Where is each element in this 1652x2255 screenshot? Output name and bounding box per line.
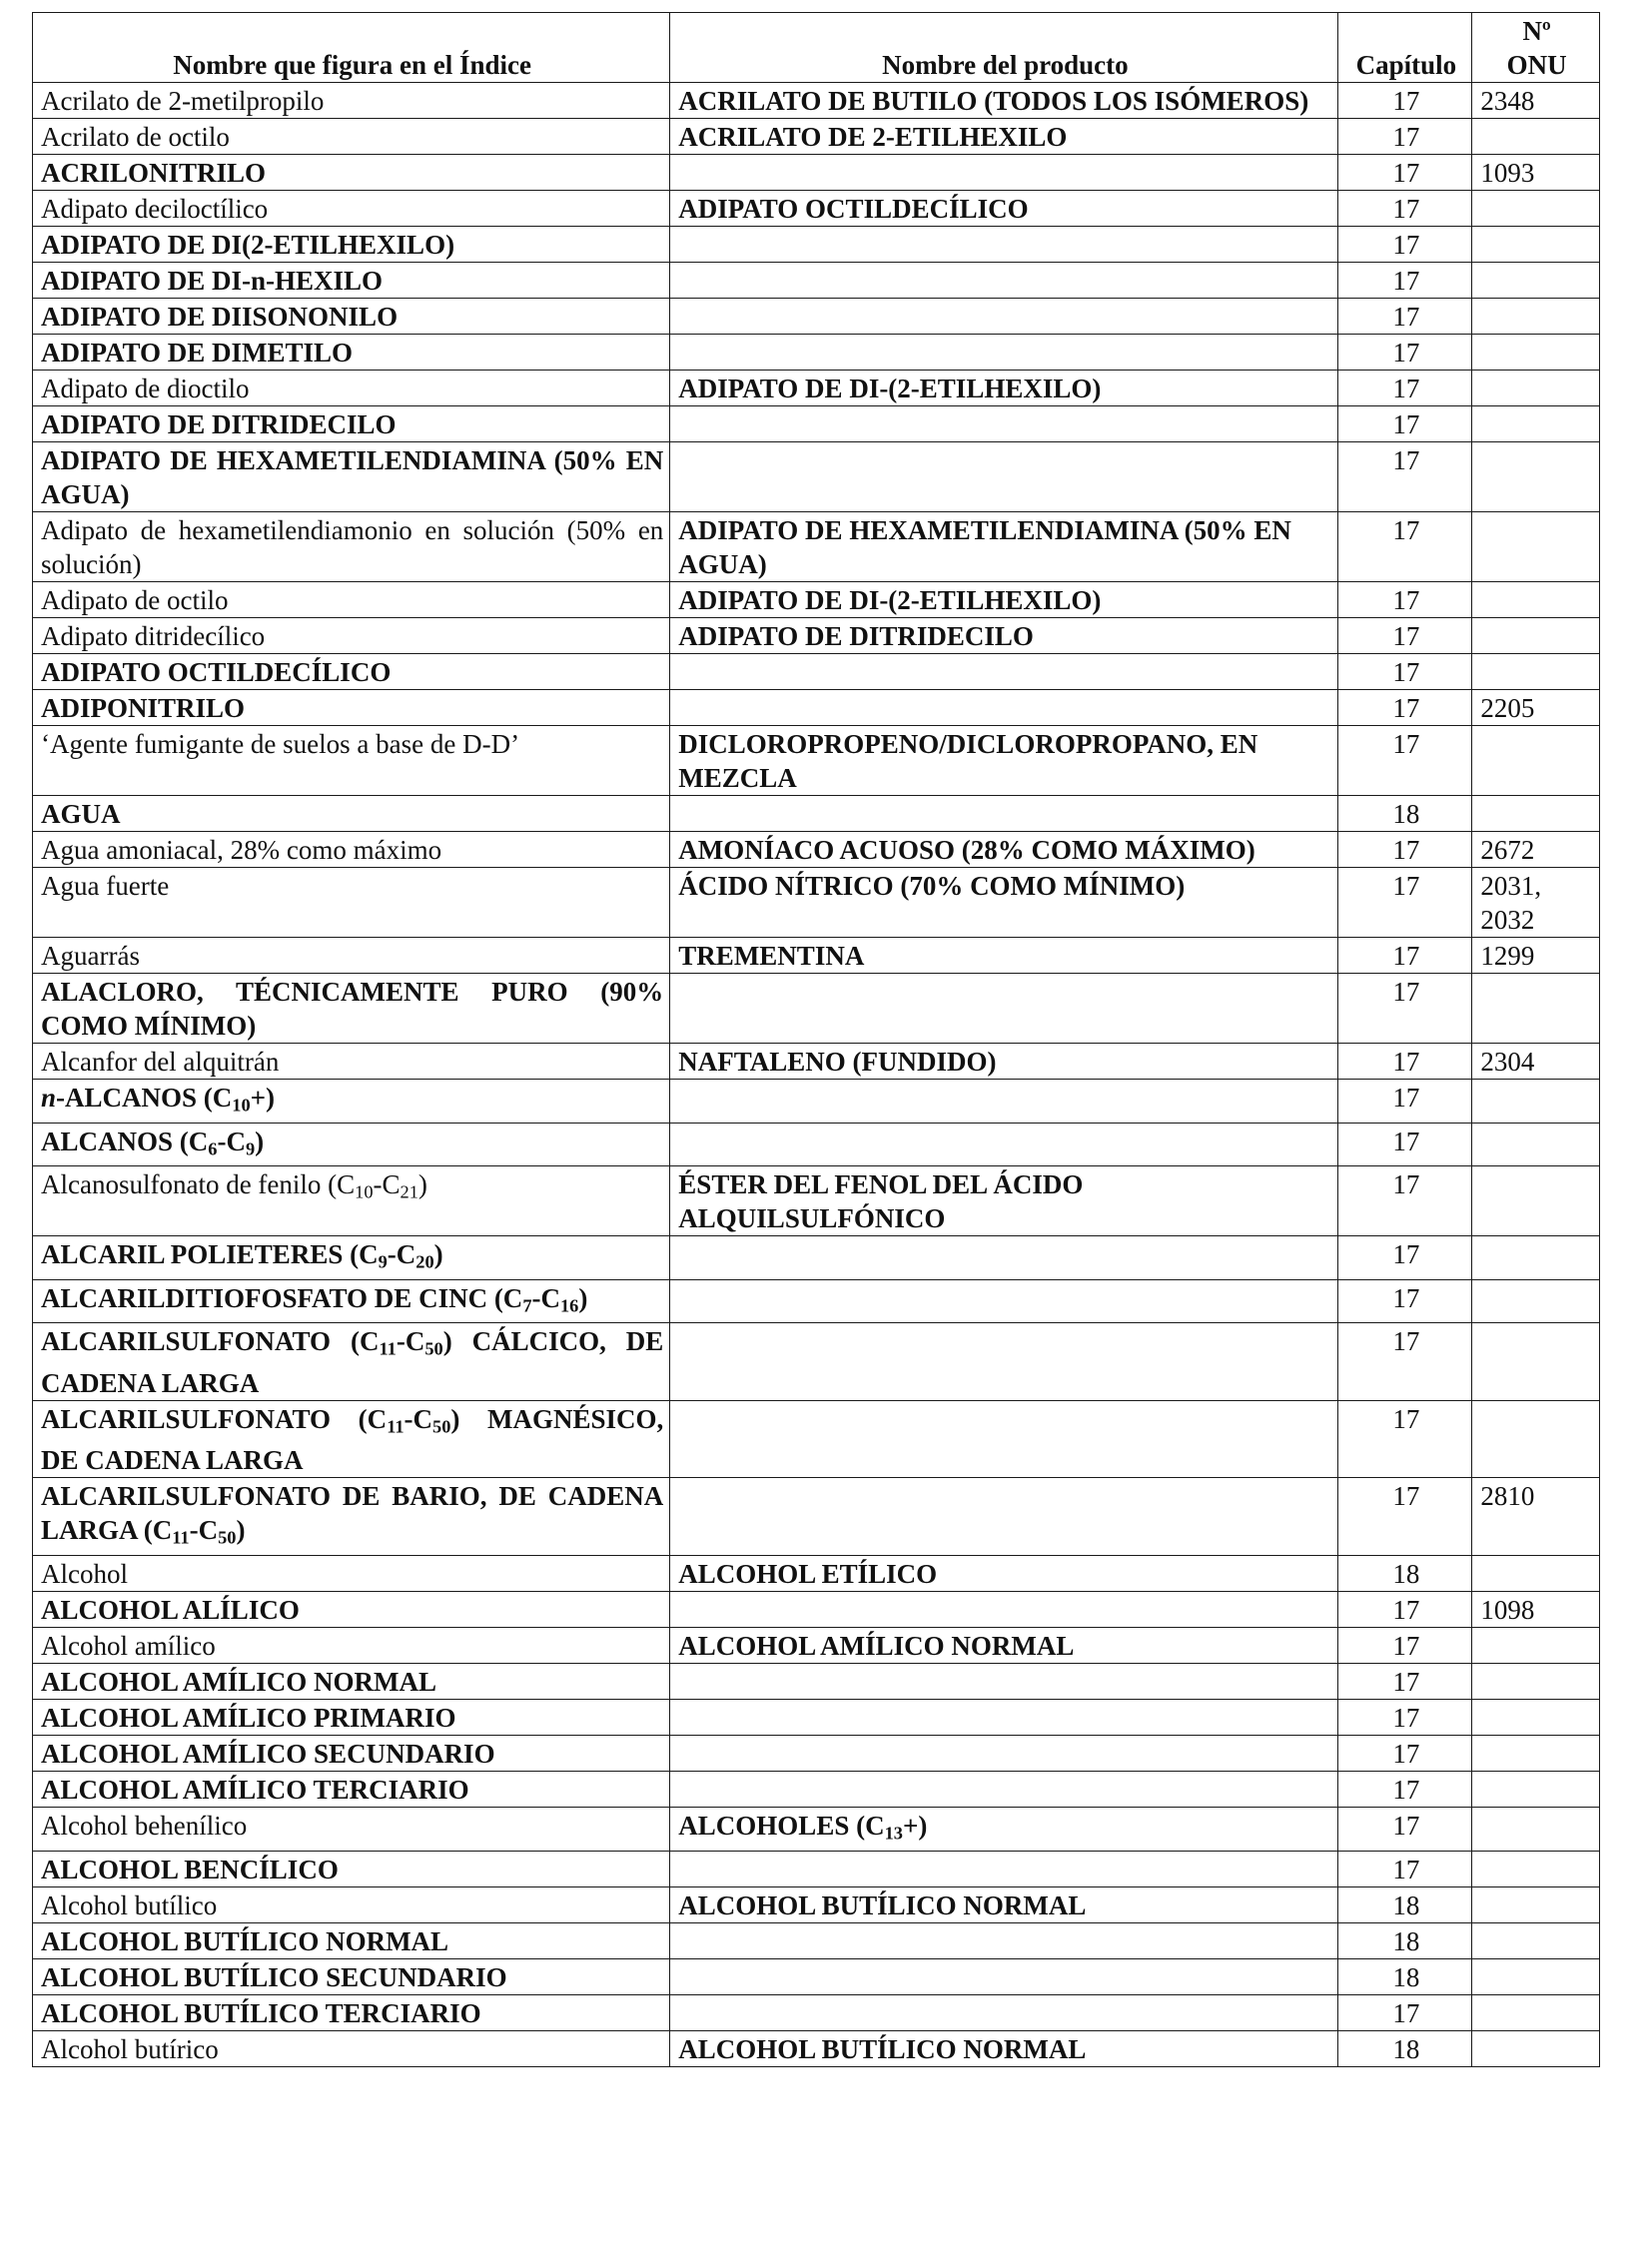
index-name-cell <box>33 1279 670 1323</box>
table-row <box>33 406 1600 442</box>
un-number-cell <box>1472 1808 1600 1852</box>
index-name-cell: ADIPATO DE DITRIDECILO <box>33 406 670 442</box>
un-number-cell <box>1472 1323 1600 1401</box>
subscript-text: 20 <box>415 1251 434 1272</box>
product-name-cell: ACRILATO DE 2-ETILHEXILO <box>670 119 1338 155</box>
un-number-cell <box>1472 512 1600 582</box>
product-name-cell <box>670 227 1338 263</box>
header-un-number <box>1472 13 1600 83</box>
subscript-text: 50 <box>424 1338 443 1359</box>
table-header-row <box>33 13 1600 83</box>
index-name-cell <box>33 1400 670 1478</box>
text-fragment: ) <box>417 1169 427 1200</box>
table-row <box>33 726 1600 796</box>
subscript-text: 10 <box>355 1181 374 1202</box>
chapter-cell: 17 <box>1338 1279 1472 1323</box>
product-name-cell: NAFTALENO (FUNDIDO) <box>670 1044 1338 1080</box>
product-name-cell <box>670 1664 1338 1700</box>
subscript-text: 9 <box>245 1138 256 1159</box>
text-fragment: ALCARILSULFONATO (C <box>41 1326 380 1357</box>
subscript-text: 50 <box>218 1528 237 1549</box>
text-fragment: ALCARIL POLIETERES (C <box>41 1239 379 1270</box>
product-name-cell <box>670 155 1338 191</box>
table-row <box>33 1166 1600 1236</box>
product-name-cell <box>670 1851 1338 1886</box>
table-row <box>33 155 1600 191</box>
table-row <box>33 227 1600 263</box>
chapter-cell: 17 <box>1338 1664 1472 1700</box>
product-name-cell <box>670 1772 1338 1808</box>
table-row <box>33 832 1600 868</box>
index-name-cell <box>33 1478 670 1556</box>
table-row <box>33 1236 1600 1280</box>
index-name-cell: Agua amoniacal, 28% como máximo <box>33 832 670 868</box>
index-name-cell: ALCOHOL AMÍLICO TERCIARIO <box>33 1772 670 1808</box>
index-name-cell: Adipato ditridecílico <box>33 618 670 654</box>
index-name-cell: ALCOHOL AMÍLICO NORMAL <box>33 1664 670 1700</box>
table-row <box>33 1279 1600 1323</box>
index-name-cell: ‘Agente fumigante de suelos a base de D-D’ <box>33 726 670 796</box>
un-number-cell <box>1472 1123 1600 1166</box>
index-name-cell: ALCOHOL BUTÍLICO TERCIARIO <box>33 1994 670 2030</box>
index-name-cell: Adipato deciloctílico <box>33 191 670 227</box>
table-row <box>33 1664 1600 1700</box>
product-name-cell <box>670 406 1338 442</box>
un-number-cell: 1299 <box>1472 938 1600 974</box>
index-name-cell: ACRILONITRILO <box>33 155 670 191</box>
product-name-cell <box>670 263 1338 299</box>
un-number-cell <box>1472 406 1600 442</box>
text-fragment: ) MAGNÉSICO, DE CADENA LARGA <box>41 1403 664 1476</box>
index-name-cell <box>33 1166 670 1236</box>
table-row <box>33 1400 1600 1478</box>
un-number-cell <box>1472 974 1600 1044</box>
text-fragment: ALCARILDITIOFOSFATO DE CINC (C <box>41 1282 523 1313</box>
text-fragment: ) CÁLCICO, DE CADENA LARGA <box>41 1326 664 1398</box>
text-fragment: -C <box>387 1239 416 1270</box>
chapter-cell: 17 <box>1338 1478 1472 1556</box>
table-row <box>33 1851 1600 1886</box>
table-row <box>33 938 1600 974</box>
index-name-cell: Adipato de dioctilo <box>33 371 670 406</box>
un-number-cell <box>1472 1851 1600 1886</box>
header-un-line1: Nº <box>1522 16 1551 46</box>
index-name-cell: Alcohol amílico <box>33 1628 670 1664</box>
text-fragment: ALCANOS (C <box>41 1126 209 1156</box>
index-name-cell: ALCOHOL ALÍLICO <box>33 1592 670 1628</box>
un-number-cell <box>1472 1700 1600 1736</box>
chapter-cell: 17 <box>1338 371 1472 406</box>
index-name-cell: Alcohol <box>33 1556 670 1592</box>
table-row <box>33 371 1600 406</box>
table-row <box>33 263 1600 299</box>
product-name-cell: ÁCIDO NÍTRICO (70% COMO MÍNIMO) <box>670 868 1338 938</box>
un-number-cell: 2672 <box>1472 832 1600 868</box>
chapter-cell: 17 <box>1338 582 1472 618</box>
index-name-cell: Aguarrás <box>33 938 670 974</box>
un-number-cell <box>1472 618 1600 654</box>
un-number-cell <box>1472 191 1600 227</box>
product-name-cell <box>670 1080 1338 1124</box>
table-row <box>33 512 1600 582</box>
un-number-cell <box>1472 1736 1600 1772</box>
product-name-cell <box>670 690 1338 726</box>
un-number-cell <box>1472 582 1600 618</box>
chapter-cell: 17 <box>1338 1166 1472 1236</box>
chapter-cell: 18 <box>1338 796 1472 832</box>
header-chapter: Capítulo <box>1338 13 1472 83</box>
text-fragment: -C <box>373 1169 401 1200</box>
table-row <box>33 1700 1600 1736</box>
index-name-cell: Alcanfor del alquitrán <box>33 1044 670 1080</box>
product-name-cell <box>670 1323 1338 1401</box>
chapter-cell: 17 <box>1338 938 1472 974</box>
text-fragment: ) <box>433 1239 443 1270</box>
index-name-cell: AGUA <box>33 796 670 832</box>
chapter-cell: 17 <box>1338 1628 1472 1664</box>
index-name-cell: ADIPATO DE DI(2-ETILHEXILO) <box>33 227 670 263</box>
index-name-cell: Adipato de octilo <box>33 582 670 618</box>
un-number-cell <box>1472 1922 1600 1958</box>
un-number-cell <box>1472 1166 1600 1236</box>
chapter-cell: 17 <box>1338 832 1472 868</box>
text-fragment: ALCARILSULFONATO (C <box>41 1403 388 1434</box>
product-name-cell: ADIPATO DE DI-(2-ETILHEXILO) <box>670 582 1338 618</box>
product-name-cell <box>670 1808 1338 1852</box>
chapter-cell: 17 <box>1338 155 1472 191</box>
chapter-cell: 17 <box>1338 1400 1472 1478</box>
chapter-cell: 17 <box>1338 1851 1472 1886</box>
un-number-cell: 2031, 2032 <box>1472 868 1600 938</box>
product-name-cell <box>670 299 1338 335</box>
un-number-cell <box>1472 1994 1600 2030</box>
table-row <box>33 1628 1600 1664</box>
table-row <box>33 1994 1600 2030</box>
text-fragment: -C <box>404 1403 433 1434</box>
table-row <box>33 582 1600 618</box>
un-number-cell: 2348 <box>1472 83 1600 119</box>
text-fragment: ) <box>255 1126 265 1156</box>
index-name-cell: ADIPATO DE DIMETILO <box>33 335 670 371</box>
table-row <box>33 654 1600 690</box>
un-number-cell <box>1472 1958 1600 1994</box>
index-name-cell: ADIPATO DE DIISONONILO <box>33 299 670 335</box>
index-name-cell: ALCOHOL BUTÍLICO SECUNDARIO <box>33 1958 670 1994</box>
index-name-cell: ALCOHOL AMÍLICO SECUNDARIO <box>33 1736 670 1772</box>
chapter-cell: 17 <box>1338 726 1472 796</box>
table-row <box>33 1556 1600 1592</box>
header-index-name: Nombre que figura en el Índice <box>33 13 670 83</box>
chapter-cell: 18 <box>1338 1958 1472 1994</box>
chapter-cell: 17 <box>1338 1592 1472 1628</box>
header-un-line2: ONU <box>1506 50 1567 80</box>
index-name-cell: Acrilato de 2-metilpropilo <box>33 83 670 119</box>
chapter-cell: 17 <box>1338 442 1472 512</box>
index-name-cell: ADIPONITRILO <box>33 690 670 726</box>
product-name-cell <box>670 1592 1338 1628</box>
un-number-cell <box>1472 335 1600 371</box>
product-name-cell: ADIPATO DE DITRIDECILO <box>670 618 1338 654</box>
product-name-cell: ADIPATO DE HEXAMETILENDIAMINA (50% EN AGUA) <box>670 512 1338 582</box>
index-page <box>32 12 1600 2067</box>
chapter-cell: 17 <box>1338 1994 1472 2030</box>
un-number-cell: 1098 <box>1472 1592 1600 1628</box>
un-number-cell <box>1472 1279 1600 1323</box>
un-number-cell <box>1472 227 1600 263</box>
index-name-cell: ALACLORO, TÉCNICAMENTE PURO (90% COMO MÍNIMO) <box>33 974 670 1044</box>
un-number-cell: 1093 <box>1472 155 1600 191</box>
product-name-cell <box>670 1236 1338 1280</box>
text-fragment: ) <box>578 1282 588 1313</box>
un-number-cell <box>1472 442 1600 512</box>
table-row <box>33 191 1600 227</box>
table-row <box>33 442 1600 512</box>
text-fragment: -C <box>531 1282 560 1313</box>
text-fragment: -ALCANOS (C <box>56 1083 233 1113</box>
un-number-cell <box>1472 1236 1600 1280</box>
subscript-text: 11 <box>379 1338 397 1359</box>
table-row <box>33 690 1600 726</box>
chapter-cell: 17 <box>1338 1772 1472 1808</box>
text-fragment: ALCOHOLES (C <box>678 1811 885 1842</box>
text-fragment: +) <box>250 1083 276 1113</box>
chapter-cell: 17 <box>1338 83 1472 119</box>
chapter-cell: 17 <box>1338 299 1472 335</box>
product-name-cell: TREMENTINA <box>670 938 1338 974</box>
index-name-cell: Agua fuerte <box>33 868 670 938</box>
table-row <box>33 868 1600 938</box>
header-product-name: Nombre del producto <box>670 13 1338 83</box>
un-number-cell <box>1472 263 1600 299</box>
table-row <box>33 1958 1600 1994</box>
table-row <box>33 2030 1600 2066</box>
chapter-cell: 17 <box>1338 263 1472 299</box>
text-fragment: -C <box>189 1515 219 1546</box>
chapter-cell: 18 <box>1338 2030 1472 2066</box>
un-number-cell <box>1472 654 1600 690</box>
product-name-cell <box>670 1279 1338 1323</box>
product-name-cell <box>670 1478 1338 1556</box>
product-name-cell <box>670 1400 1338 1478</box>
chapter-cell: 17 <box>1338 974 1472 1044</box>
chapter-cell: 17 <box>1338 1080 1472 1124</box>
index-name-cell <box>33 1323 670 1401</box>
subscript-text: 13 <box>884 1823 903 1844</box>
table-row <box>33 1044 1600 1080</box>
un-number-cell <box>1472 1556 1600 1592</box>
index-name-cell <box>33 1236 670 1280</box>
chapter-cell: 17 <box>1338 690 1472 726</box>
un-number-cell <box>1472 1772 1600 1808</box>
un-number-cell <box>1472 726 1600 796</box>
index-name-cell: ALCOHOL BUTÍLICO NORMAL <box>33 1922 670 1958</box>
subscript-text: 11 <box>387 1416 405 1437</box>
index-name-cell: ADIPATO DE DI-n-HEXILO <box>33 263 670 299</box>
un-number-cell <box>1472 1664 1600 1700</box>
un-number-cell <box>1472 796 1600 832</box>
index-name-cell: Adipato de hexametilendiamonio en solución (50% en solución) <box>33 512 670 582</box>
text-fragment: Alcanosulfonato de fenilo (C <box>41 1169 356 1200</box>
product-name-cell <box>670 1994 1338 2030</box>
product-name-cell <box>670 974 1338 1044</box>
subscript-text: 11 <box>172 1528 190 1549</box>
chapter-cell: 17 <box>1338 1236 1472 1280</box>
chapter-cell: 17 <box>1338 512 1472 582</box>
product-name-cell <box>670 1123 1338 1166</box>
index-name-cell: ADIPATO DE HEXAMETILENDIAMINA (50% EN AGUA) <box>33 442 670 512</box>
product-name-cell: ALCOHOL ETÍLICO <box>670 1556 1338 1592</box>
product-name-cell: AMONÍACO ACUOSO (28% COMO MÁXIMO) <box>670 832 1338 868</box>
index-name-cell: ALCOHOL BENCÍLICO <box>33 1851 670 1886</box>
subscript-text: 50 <box>432 1416 451 1437</box>
table-row <box>33 1592 1600 1628</box>
subscript-text: 9 <box>378 1251 388 1272</box>
product-name-cell: ALCOHOL BUTÍLICO NORMAL <box>670 2030 1338 2066</box>
table-row <box>33 119 1600 155</box>
chapter-cell: 17 <box>1338 618 1472 654</box>
chapter-cell: 18 <box>1338 1556 1472 1592</box>
chapter-cell: 17 <box>1338 335 1472 371</box>
table-row <box>33 1772 1600 1808</box>
table-row <box>33 1886 1600 1922</box>
product-name-cell: ACRILATO DE BUTILO (TODOS LOS ISÓMEROS) <box>670 83 1338 119</box>
index-name-cell: ALCOHOL AMÍLICO PRIMARIO <box>33 1700 670 1736</box>
chapter-cell: 17 <box>1338 1044 1472 1080</box>
subscript-text: 6 <box>208 1138 218 1159</box>
table-row <box>33 618 1600 654</box>
table-body <box>33 83 1600 2067</box>
product-name-cell: ADIPATO DE DI-(2-ETILHEXILO) <box>670 371 1338 406</box>
product-name-cell <box>670 1922 1338 1958</box>
text-fragment: -C <box>396 1326 425 1357</box>
chapter-cell: 17 <box>1338 227 1472 263</box>
index-name-cell: Alcohol butírico <box>33 2030 670 2066</box>
product-name-cell <box>670 335 1338 371</box>
chapter-cell: 18 <box>1338 1922 1472 1958</box>
table-row <box>33 974 1600 1044</box>
table-row <box>33 335 1600 371</box>
un-number-cell <box>1472 1400 1600 1478</box>
table-row <box>33 299 1600 335</box>
product-name-cell <box>670 1700 1338 1736</box>
un-number-cell: 2304 <box>1472 1044 1600 1080</box>
product-name-cell <box>670 1736 1338 1772</box>
product-name-cell: ÉSTER DEL FENOL DEL ÁCIDO ALQUILSULFÓNICO <box>670 1166 1338 1236</box>
product-name-cell: ALCOHOL BUTÍLICO NORMAL <box>670 1886 1338 1922</box>
text-fragment: ) <box>236 1515 246 1546</box>
product-name-cell <box>670 654 1338 690</box>
table-row <box>33 1080 1600 1124</box>
product-name-cell <box>670 442 1338 512</box>
text-fragment: +) <box>902 1811 928 1842</box>
text-fragment: n <box>41 1083 57 1113</box>
index-name-cell: Alcohol butílico <box>33 1886 670 1922</box>
chapter-cell: 17 <box>1338 1123 1472 1166</box>
chapter-cell: 17 <box>1338 1323 1472 1401</box>
product-name-cell <box>670 796 1338 832</box>
un-number-cell <box>1472 1628 1600 1664</box>
index-name-cell: Acrilato de octilo <box>33 119 670 155</box>
table-row <box>33 1922 1600 1958</box>
chapter-cell: 18 <box>1338 1886 1472 1922</box>
index-name-cell: ADIPATO OCTILDECÍLICO <box>33 654 670 690</box>
chapter-cell: 17 <box>1338 1808 1472 1852</box>
un-number-cell <box>1472 371 1600 406</box>
index-name-cell: Alcohol behenílico <box>33 1808 670 1852</box>
un-number-cell <box>1472 1886 1600 1922</box>
chapter-cell: 17 <box>1338 406 1472 442</box>
table-row <box>33 796 1600 832</box>
un-number-cell: 2205 <box>1472 690 1600 726</box>
chapter-cell: 17 <box>1338 1736 1472 1772</box>
chapter-cell: 17 <box>1338 191 1472 227</box>
subscript-text: 7 <box>522 1295 532 1316</box>
index-name-cell <box>33 1123 670 1166</box>
un-number-cell: 2810 <box>1472 1478 1600 1556</box>
subscript-text: 10 <box>232 1095 251 1116</box>
subscript-text: 16 <box>560 1295 579 1316</box>
table-row <box>33 1736 1600 1772</box>
un-number-cell <box>1472 1080 1600 1124</box>
product-name-cell: ADIPATO OCTILDECÍLICO <box>670 191 1338 227</box>
product-name-cell <box>670 1958 1338 1994</box>
table-row <box>33 83 1600 119</box>
un-number-cell <box>1472 2030 1600 2066</box>
chapter-cell: 17 <box>1338 654 1472 690</box>
product-name-cell: DICLOROPROPENO/DICLOROPROPANO, EN MEZCLA <box>670 726 1338 796</box>
text-fragment: -C <box>217 1126 246 1156</box>
product-name-cell: ALCOHOL AMÍLICO NORMAL <box>670 1628 1338 1664</box>
chemical-index-table <box>32 12 1600 2067</box>
table-row <box>33 1323 1600 1401</box>
table-row <box>33 1808 1600 1852</box>
table-row <box>33 1478 1600 1556</box>
chapter-cell: 17 <box>1338 1700 1472 1736</box>
chapter-cell: 17 <box>1338 119 1472 155</box>
index-name-cell <box>33 1080 670 1124</box>
un-number-cell <box>1472 119 1600 155</box>
un-number-cell <box>1472 299 1600 335</box>
subscript-text: 21 <box>400 1181 418 1202</box>
table-row <box>33 1123 1600 1166</box>
chapter-cell: 17 <box>1338 868 1472 938</box>
text-fragment: ALCARILSULFONATO DE BARIO, DE CADENA LARGA (C <box>41 1481 664 1546</box>
